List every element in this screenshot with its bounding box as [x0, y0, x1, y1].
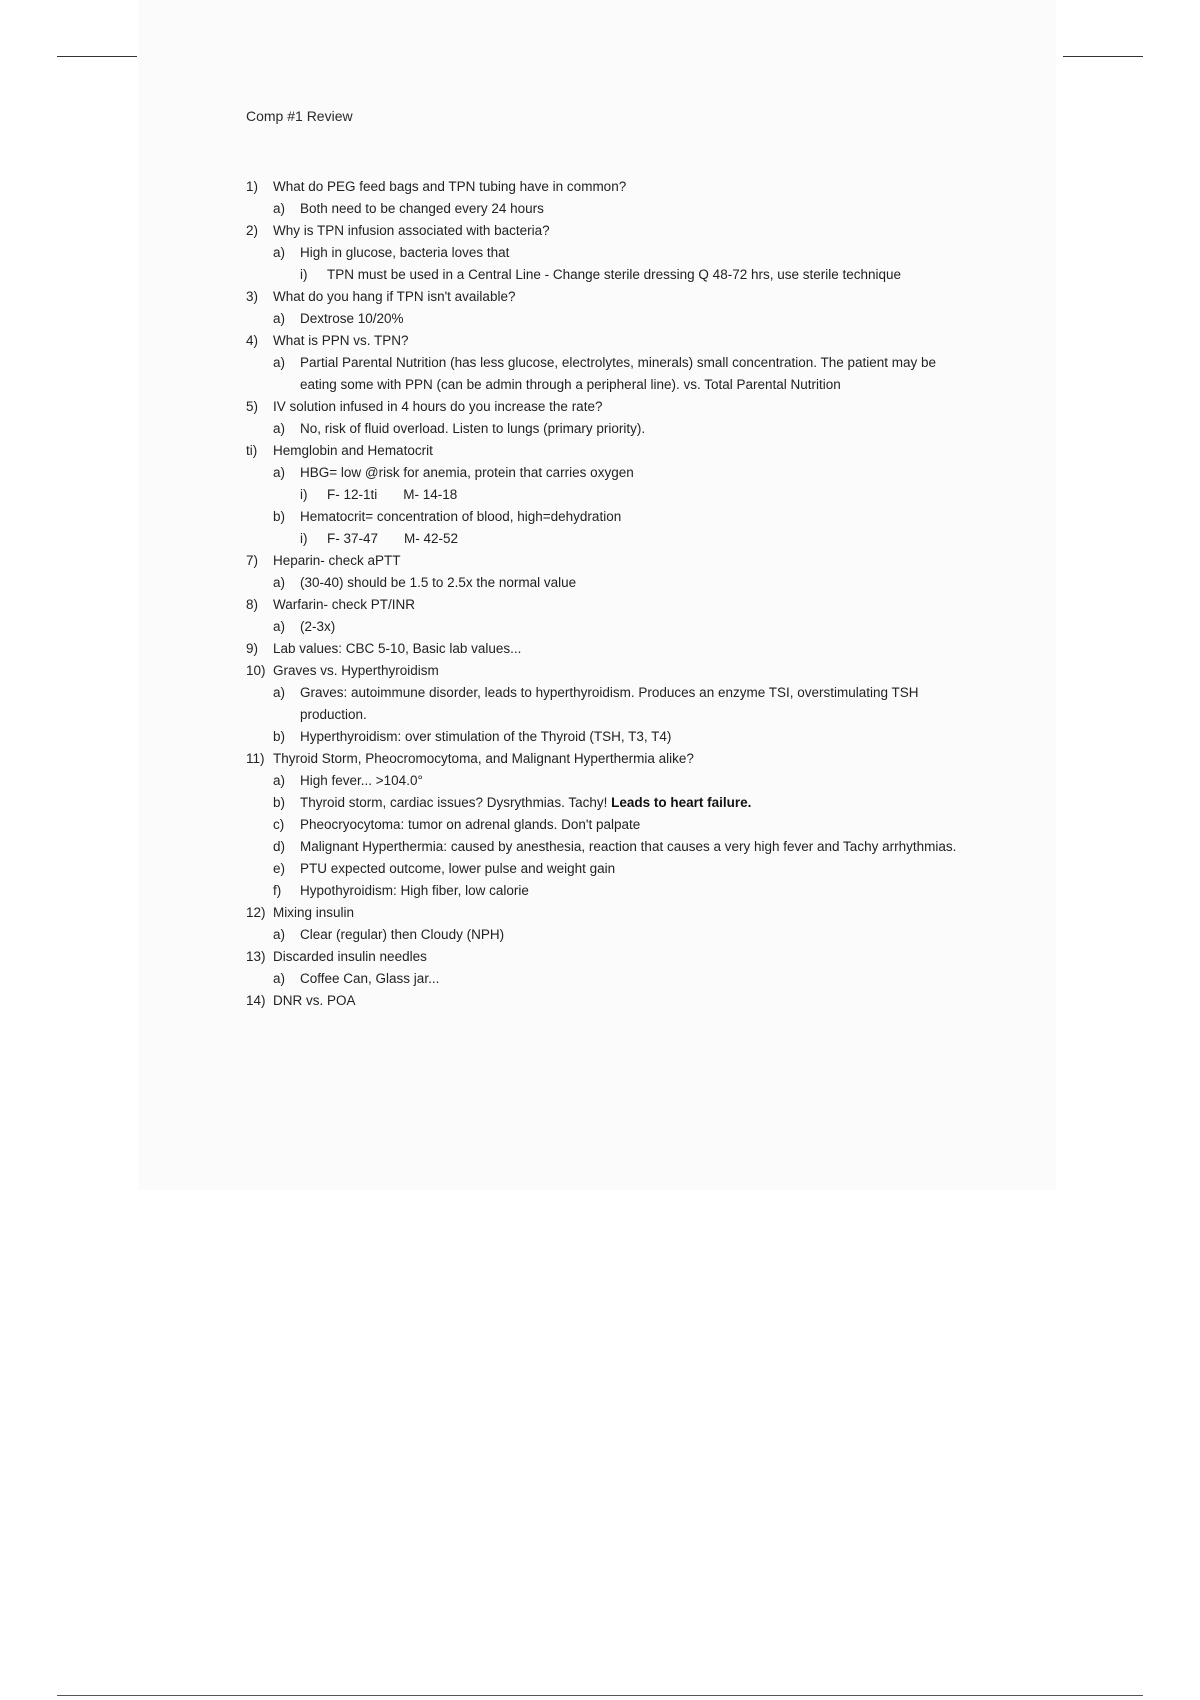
item-text: Dextrose 10/20% — [300, 311, 404, 326]
list-item-text — [273, 286, 966, 308]
outline-item-level-1 — [246, 176, 966, 198]
list-item-text — [300, 924, 966, 946]
outline-item-level-2 — [246, 726, 966, 748]
item-text: HBG= low @risk for anemia, protein that carries oxygen — [300, 465, 634, 480]
list-marker: a) — [273, 355, 286, 370]
item-text: PTU expected outcome, lower pulse and weight gain — [300, 861, 616, 876]
list-item-text — [273, 594, 966, 616]
item-text: Lab values: CBC 5-10, Basic lab values... — [273, 641, 522, 656]
page-bottom-rule — [57, 1695, 1143, 1696]
item-text: High in glucose, bacteria loves that — [300, 245, 510, 260]
list-item-text — [300, 858, 966, 880]
crop-mark-top-left — [57, 56, 137, 57]
bold-emphasis: Leads to heart failure. — [611, 795, 752, 810]
list-item-text — [300, 792, 966, 814]
list-item-text — [273, 220, 966, 242]
outline-item-level-2 — [246, 770, 966, 792]
item-text: No, risk of fluid overload. Listen to lungs (primary priority). — [300, 421, 646, 436]
list-marker: e) — [273, 861, 286, 876]
list-marker: 2) — [246, 223, 259, 238]
list-item-text — [327, 484, 966, 506]
outline-item-level-2 — [246, 858, 966, 880]
item-text: Graves: autoimmune disorder, leads to hyperthyroidism. Produces an enzyme TSI, overstimulating TSH production. — [300, 685, 919, 722]
item-text: (30-40) should be 1.5 to 2.5x the normal value — [300, 575, 577, 590]
list-marker: a) — [273, 421, 286, 436]
list-marker: i) — [300, 531, 308, 546]
item-text: What do you hang if TPN isn't available? — [273, 289, 516, 304]
item-text: Malignant Hyperthermia: caused by anesthesia, reaction that causes a very high fever and Tachy arrhythmias. — [300, 839, 957, 854]
item-text: Partial Parental Nutrition (has less glucose, electrolytes, minerals) small concentration. The patient may be eating some with PPN (can be admin through a peripheral line). vs. Total Parental Nutrition — [300, 355, 937, 392]
list-item-text — [273, 440, 966, 462]
item-text-secondary: M- 42-52 — [404, 531, 459, 546]
list-marker: a) — [273, 245, 286, 260]
list-marker: a) — [273, 311, 286, 326]
list-item-text — [300, 836, 966, 858]
outline-item-level-2 — [246, 572, 966, 594]
item-text-secondary: M- 14-18 — [403, 487, 458, 502]
list-item-text — [327, 264, 966, 286]
list-marker: a) — [273, 619, 286, 634]
item-text: Pheocryocytoma: tumor on adrenal glands. Don't palpate — [300, 817, 641, 832]
list-item-text — [300, 814, 966, 836]
list-marker: ti) — [246, 443, 258, 458]
outline-item-level-1 — [246, 594, 966, 616]
item-text: High fever... >104.0° — [300, 773, 423, 788]
list-item-text — [273, 946, 966, 968]
list-marker: b) — [273, 509, 286, 524]
list-marker: 1) — [246, 179, 259, 194]
review-outline — [246, 176, 966, 1012]
list-marker: 12) — [246, 905, 266, 920]
outline-item-level-2 — [246, 968, 966, 990]
list-item-text — [300, 616, 966, 638]
list-marker: i) — [300, 267, 308, 282]
item-text: (2-3x) — [300, 619, 336, 634]
list-item-text — [300, 242, 966, 264]
list-marker: f) — [273, 883, 282, 898]
list-item-text — [300, 726, 966, 748]
item-text: Thyroid storm, cardiac issues? Dysrythmias. Tachy! — [300, 795, 612, 810]
item-text: TPN must be used in a Central Line - Change sterile dressing Q 48-72 hrs, use sterile technique — [327, 267, 902, 282]
list-marker: 9) — [246, 641, 259, 656]
list-marker: a) — [273, 575, 286, 590]
list-marker: a) — [273, 685, 286, 700]
list-marker: a) — [273, 465, 286, 480]
outline-item-level-1 — [246, 330, 966, 352]
item-text: Thyroid Storm, Pheocromocytoma, and Malignant Hyperthermia alike? — [273, 751, 694, 766]
item-text: Hemglobin and Hematocrit — [273, 443, 433, 458]
list-marker: 10) — [246, 663, 266, 678]
list-item-text — [300, 506, 966, 528]
list-marker: 13) — [246, 949, 266, 964]
list-marker: 8) — [246, 597, 259, 612]
outline-item-level-2 — [246, 616, 966, 638]
item-text: Mixing insulin — [273, 905, 355, 920]
crop-mark-top-right — [1063, 56, 1143, 57]
item-text: Why is TPN infusion associated with bacteria? — [273, 223, 550, 238]
list-item-text — [300, 880, 966, 902]
list-item-text — [273, 902, 966, 924]
list-item-text — [300, 572, 966, 594]
list-item-text — [273, 748, 966, 770]
outline-item-level-2 — [246, 198, 966, 220]
item-text: Warfarin- check PT/INR — [273, 597, 416, 612]
list-item-text — [300, 682, 966, 726]
outline-item-level-2 — [246, 308, 966, 330]
list-marker: 5) — [246, 399, 259, 414]
item-text: Discarded insulin needles — [273, 949, 427, 964]
list-marker: 3) — [246, 289, 259, 304]
item-text: IV solution infused in 4 hours do you increase the rate? — [273, 399, 603, 414]
outline-item-level-1 — [246, 946, 966, 968]
outline-item-level-1 — [246, 286, 966, 308]
list-item-text — [300, 352, 966, 396]
outline-item-level-2 — [246, 880, 966, 902]
outline-item-level-1 — [246, 902, 966, 924]
list-marker: 7) — [246, 553, 259, 568]
outline-item-level-2 — [246, 814, 966, 836]
outline-item-level-2 — [246, 352, 966, 396]
outline-item-level-3 — [246, 528, 966, 550]
list-marker: a) — [273, 773, 286, 788]
item-text: DNR vs. POA — [273, 993, 356, 1008]
list-marker: 14) — [246, 993, 266, 1008]
list-marker: 11) — [246, 751, 265, 766]
item-text: What do PEG feed bags and TPN tubing have in common? — [273, 179, 627, 194]
list-item-text — [300, 462, 966, 484]
outline-item-level-2 — [246, 506, 966, 528]
list-item-text — [273, 660, 966, 682]
item-text: Coffee Can, Glass jar... — [300, 971, 440, 986]
list-item-text — [273, 330, 966, 352]
outline-item-level-2 — [246, 682, 966, 726]
outline-item-level-1 — [246, 220, 966, 242]
outline-item-level-1 — [246, 990, 966, 1012]
outline-item-level-1 — [246, 396, 966, 418]
list-item-text — [273, 550, 966, 572]
outline-item-level-1 — [246, 748, 966, 770]
list-item-text — [273, 176, 966, 198]
item-text: Hypothyroidism: High fiber, low calorie — [300, 883, 529, 898]
list-item-text — [300, 418, 966, 440]
outline-item-level-1 — [246, 660, 966, 682]
outline-item-level-1 — [246, 638, 966, 660]
list-marker: b) — [273, 795, 286, 810]
item-text: F- 37-47 — [327, 531, 379, 546]
item-text: Heparin- check aPTT — [273, 553, 401, 568]
outline-item-level-2 — [246, 836, 966, 858]
outline-item-level-2 — [246, 792, 966, 814]
item-text: Both need to be changed every 24 hours — [300, 201, 544, 216]
list-item-text — [300, 968, 966, 990]
document-title: Comp #1 Review — [246, 108, 353, 124]
outline-item-level-1 — [246, 440, 966, 462]
outline-item-level-2 — [246, 418, 966, 440]
list-item-text — [300, 198, 966, 220]
item-text: F- 12-1ti — [327, 487, 378, 502]
list-item-text — [273, 396, 966, 418]
outline-item-level-2 — [246, 242, 966, 264]
list-item-text — [327, 528, 966, 550]
outline-item-level-1 — [246, 550, 966, 572]
list-item-text — [273, 638, 966, 660]
item-text: What is PPN vs. TPN? — [273, 333, 409, 348]
list-marker: b) — [273, 729, 286, 744]
outline-item-level-3 — [246, 484, 966, 506]
list-marker: a) — [273, 927, 286, 942]
item-text: Hematocrit= concentration of blood, high=dehydration — [300, 509, 622, 524]
list-marker: i) — [300, 487, 308, 502]
list-marker: c) — [273, 817, 285, 832]
list-marker: d) — [273, 839, 286, 854]
list-item-text — [300, 308, 966, 330]
outline-item-level-2 — [246, 924, 966, 946]
list-marker: a) — [273, 971, 286, 986]
list-marker: 4) — [246, 333, 259, 348]
outline-item-level-2 — [246, 462, 966, 484]
list-marker: a) — [273, 201, 286, 216]
outline-item-level-3 — [246, 264, 966, 286]
list-item-text — [300, 770, 966, 792]
item-text: Hyperthyroidism: over stimulation of the Thyroid (TSH, T3, T4) — [300, 729, 672, 744]
item-text: Clear (regular) then Cloudy (NPH) — [300, 927, 505, 942]
list-item-text — [273, 990, 966, 1012]
item-text: Graves vs. Hyperthyroidism — [273, 663, 439, 678]
